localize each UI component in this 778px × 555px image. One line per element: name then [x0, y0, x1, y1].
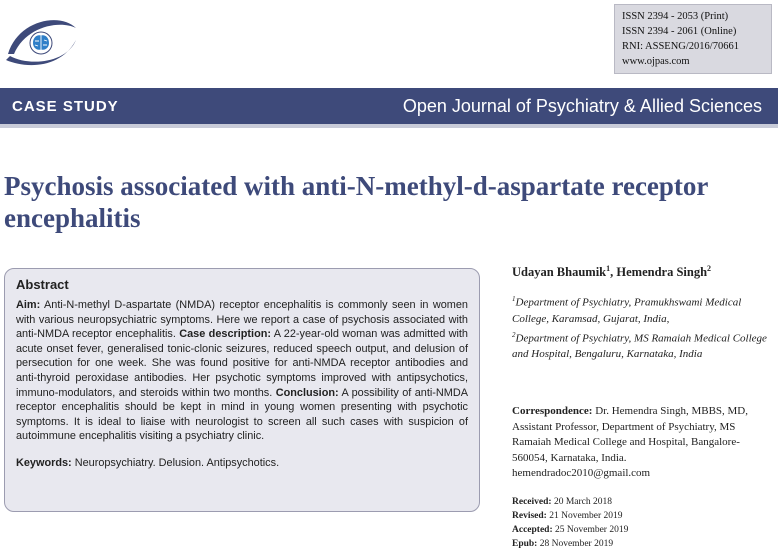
affil-1-marker: 1 [512, 295, 516, 303]
journal-url[interactable]: www.ojpas.com [622, 56, 690, 67]
date-revised [512, 509, 628, 523]
correspondence-email[interactable]: hemendradoc2010@gmail.com [512, 467, 651, 479]
issn-print: ISSN 2394 - 2053 (Print) [622, 11, 729, 22]
aim-label: Aim: [16, 299, 41, 311]
date-received [512, 495, 628, 509]
date-epub-label: Epub: [512, 539, 538, 549]
conclusion-text: A possibility of anti-NMDA receptor encephalitis should be kept in mind in young women presenting with psychotic symptoms. It is ideal to liaise with neurologist to screen all such cases with suspicion of autoimmune encephalitis visiting a psychiatry clinic. [16, 386, 468, 443]
date-revised-value: 21 November 2019 [546, 511, 623, 521]
affiliations [512, 291, 772, 362]
affil-2: Department of Psychiatry, MS Ramaiah Medical College and Hospital, Bengaluru, Karnataka, India [512, 332, 767, 361]
conclusion-label: Conclusion: [275, 386, 339, 399]
article-title: Psychosis associated with anti-N-methyl-d-aspartate receptor encephalitis [4, 171, 708, 233]
author-separator: , [610, 265, 617, 280]
date-accepted-value: 25 November 2019 [552, 525, 629, 535]
article-dates [512, 495, 628, 551]
case-text: A 22-year-old woman was admitted with acute onset fever, generalised tonic-clonic seizures, reduced speech output, and delusion of persecution for one week. She was found positive for anti-NMDA receptor antibodies and anti-thyroid peroxidase antibodies. Her psychotic symptoms improved with antipsychotics, immuno-modulators, and steroids within two months. [16, 328, 468, 399]
rni-number: RNI: ASSENG/2016/70661 [622, 41, 739, 52]
affil-2-marker: 2 [512, 330, 516, 339]
date-received-value: 20 March 2018 [551, 497, 612, 507]
date-received-label: Received: [512, 497, 552, 507]
abstract-box [4, 268, 480, 512]
author-list [512, 264, 711, 280]
author-1-affil: 1 [606, 264, 611, 273]
journal-name: Open Journal of Psychiatry & Allied Sciences [402, 96, 762, 116]
affil-1: Department of Psychiatry, Pramukhswami Medical College, Karamsad, Gujarat, India, [512, 296, 742, 325]
date-accepted-label: Accepted: [512, 525, 553, 535]
issn-info-box [614, 4, 772, 74]
abstract-heading: Abstract [16, 277, 69, 292]
author-1: Udayan Bhaumik [512, 265, 607, 280]
keywords-text: Neuropsychiatry. Delusion. Antipsychotics. [71, 456, 280, 469]
keywords-label: Keywords: [16, 456, 72, 469]
date-epub [512, 537, 628, 551]
correspondence [512, 404, 772, 482]
correspondence-label: Correspondence: [512, 405, 593, 417]
correspondence-text: Dr. Hemendra Singh, MBBS, MD, Assistant Professor, Department of Psychiatry, MS Ramaiah Medical College and Hospital, Bangalore-560054, Karnataka, India. [512, 405, 748, 464]
date-epub-value: 28 November 2019 [537, 539, 614, 549]
case-label: Case description: [179, 328, 271, 341]
date-revised-label: Revised: [512, 511, 547, 521]
brain-globe-logo-icon [4, 14, 78, 72]
author-2: Hemendra Singh [616, 265, 708, 280]
issn-online: ISSN 2394 - 2061 (Online) [622, 26, 737, 37]
aim-text: Anti-N-methyl D-aspartate (NMDA) receptor encephalitis is commonly seen in women with various neuropsychiatric symptoms. Here we report a case of psychosis associated with anti-NMDA receptor encephalitis. [16, 299, 468, 341]
keywords [16, 456, 468, 471]
author-2-affil: 2 [707, 264, 712, 273]
banner-underline [0, 124, 778, 128]
abstract-body [16, 298, 468, 444]
date-accepted [512, 523, 628, 537]
section-label: CASE STUDY [12, 98, 119, 115]
